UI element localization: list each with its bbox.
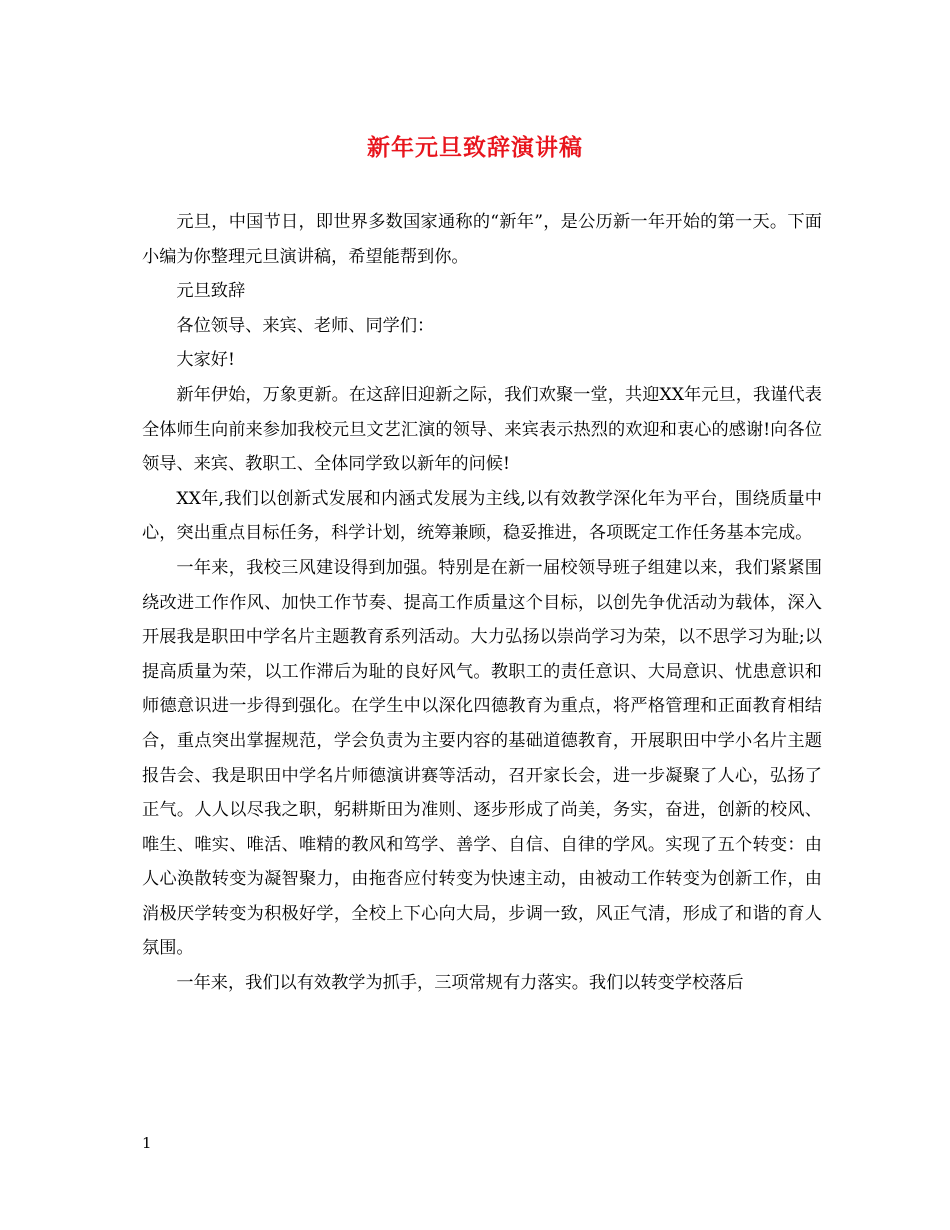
paragraph-year-summary: XX年,我们以创新式发展和内涵式发展为主线,以有效教学深化年为平台，围绕质量中心，突出重点目标任务，科学计划，统筹兼顾，稳妥推进，各项既定工作任务基本完成。 xyxy=(142,488,822,544)
paragraph-intro: 元旦，中国节日，即世界多数国家通称的“新年”，是公历新一年开始的第一天。下面小编为你整理元旦演讲稿，希望能帮到你。 xyxy=(142,212,822,267)
page-number: 1 xyxy=(142,1134,152,1152)
paragraph-salutation: 各位领导、来宾、老师、同学们： xyxy=(176,315,435,336)
paragraph-effective-teaching: 一年来，我们以有效教学为抓手，三项常规有力落实。我们以转变学校落后 xyxy=(176,973,744,994)
document-title: 新年元旦致辞演讲稿 xyxy=(367,134,583,161)
paragraph-new-year: 新年伊始，万象更新。在这辞旧迎新之际，我们欢聚一堂，共迎XX年元旦，我谨代表全体师生向前来参加我校元旦文艺汇演的领导、来宾表示热烈的欢迎和衷心的感谢!向各位领导、来宾、教职工、全体同学致以新年的问候! xyxy=(142,384,822,475)
paragraph-heading: 元旦致辞 xyxy=(176,281,246,302)
document-body xyxy=(142,205,822,1001)
paragraph-greeting: 大家好! xyxy=(176,350,235,371)
paragraph-school-style: 一年来，我校三风建设得到加强。特别是在新一届校领导班子组建以来，我们紧紧围绕改进工作作风、加快工作节奏、提高工作质量这个目标，以创先争优活动为载体，深入开展我是职田中学名片主题教育系列活动。大力弘扬以崇尚学习为荣，以不思学习为耻;以提高质量为荣，以工作滞后为耻的良好风气。教职工的责任意识、大局意识、忧患意识和师德意识进一步得到强化。在学生中以深化四德教育为重点，将严格管理和正面教育相结合，重点突出掌握规范，学会负责为主要内容的基础道德教育，开展职田中学小名片主题报告会、我是职田中学名片师德演讲赛等活动，召开家长会，进一步凝聚了人心，弘扬了正气。人人以尽我之职，躬耕斯田为准则、逐步形成了尚美，务实，奋进，创新的校风、唯生、唯实、唯活、唯精的教风和笃学、善学、自信、自律的学风。实现了五个转变：由人心涣散转变为凝智聚力，由拖沓应付转变为快速主动，由被动工作转变为创新工作，由消极厌学转变为积极好学，全校上下心向大局，步调一致，风正气清，形成了和谐的育人氛围。 xyxy=(142,557,822,959)
